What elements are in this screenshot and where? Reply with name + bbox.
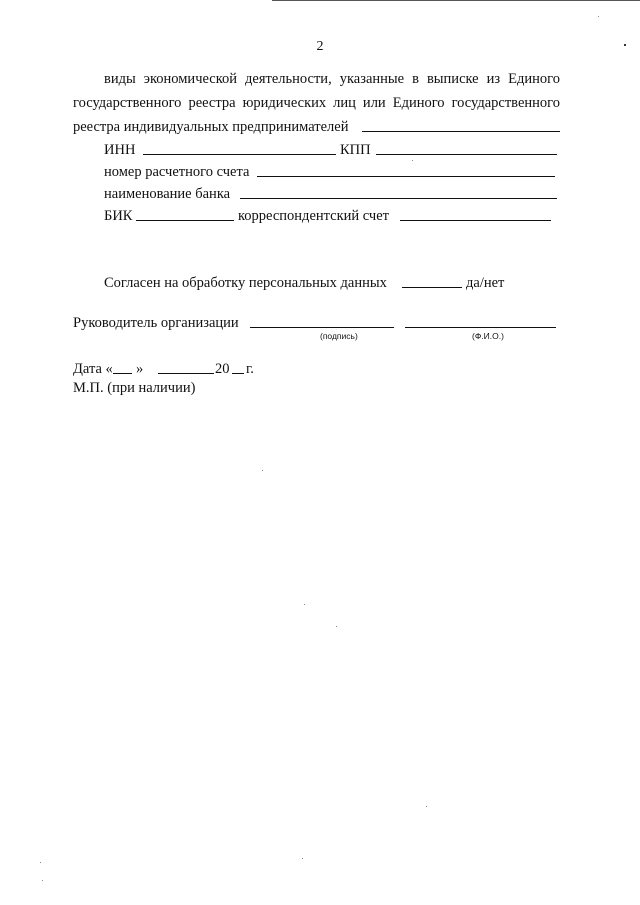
corr-account-label: корреспондентский счет	[238, 208, 389, 224]
scan-speck	[624, 44, 626, 46]
scan-speck	[42, 880, 43, 881]
inn-label: ИНН	[104, 142, 136, 158]
full-name-field[interactable]	[405, 327, 556, 328]
consent-options: да/нет	[466, 275, 505, 291]
signature-caption: (подпись)	[320, 331, 358, 341]
date-day-field[interactable]	[113, 373, 132, 374]
date-month-field[interactable]	[158, 373, 214, 374]
date-year-field[interactable]	[232, 373, 244, 374]
head-of-organization-label: Руководитель организации	[73, 315, 239, 331]
bik-field[interactable]	[136, 220, 234, 221]
date-year-prefix: 20	[215, 361, 230, 377]
bik-label: БИК	[104, 208, 133, 224]
top-border-line	[272, 0, 640, 1]
corr-account-field[interactable]	[400, 220, 551, 221]
full-name-caption: (Ф.И.О.)	[472, 331, 504, 341]
scan-speck	[262, 470, 263, 471]
scan-speck	[304, 604, 305, 605]
activity-types-field[interactable]	[362, 131, 560, 132]
consent-label: Согласен на обработку персональных данных	[104, 275, 387, 291]
consent-field[interactable]	[402, 287, 462, 288]
paragraph-line-2: государственного реестра юридических лиц или Единого государственного	[73, 95, 560, 111]
scan-speck	[598, 16, 599, 17]
bank-field[interactable]	[240, 198, 557, 199]
account-label: номер расчетного счета	[104, 164, 250, 180]
date-close-quote: »	[136, 361, 144, 377]
kpp-field[interactable]	[376, 154, 557, 155]
date-label: Дата «	[73, 361, 113, 377]
signature-field[interactable]	[250, 327, 394, 328]
account-field[interactable]	[257, 176, 555, 177]
scan-speck	[302, 858, 303, 859]
kpp-label: КПП	[340, 142, 371, 158]
inn-field[interactable]	[143, 154, 336, 155]
scan-speck	[40, 862, 41, 863]
paragraph-line-3: реестра индивидуальных предпринимателей	[73, 119, 349, 135]
scan-speck	[426, 806, 427, 807]
scan-speck	[336, 626, 337, 627]
stamp-label: М.П. (при наличии)	[73, 380, 196, 396]
scan-speck	[412, 160, 413, 161]
date-year-suffix: г.	[246, 361, 254, 377]
paragraph-line-1: виды экономической деятельности, указанные в выписке из Единого	[104, 71, 560, 87]
page-number: 2	[316, 39, 324, 54]
bank-label: наименование банка	[104, 186, 231, 202]
